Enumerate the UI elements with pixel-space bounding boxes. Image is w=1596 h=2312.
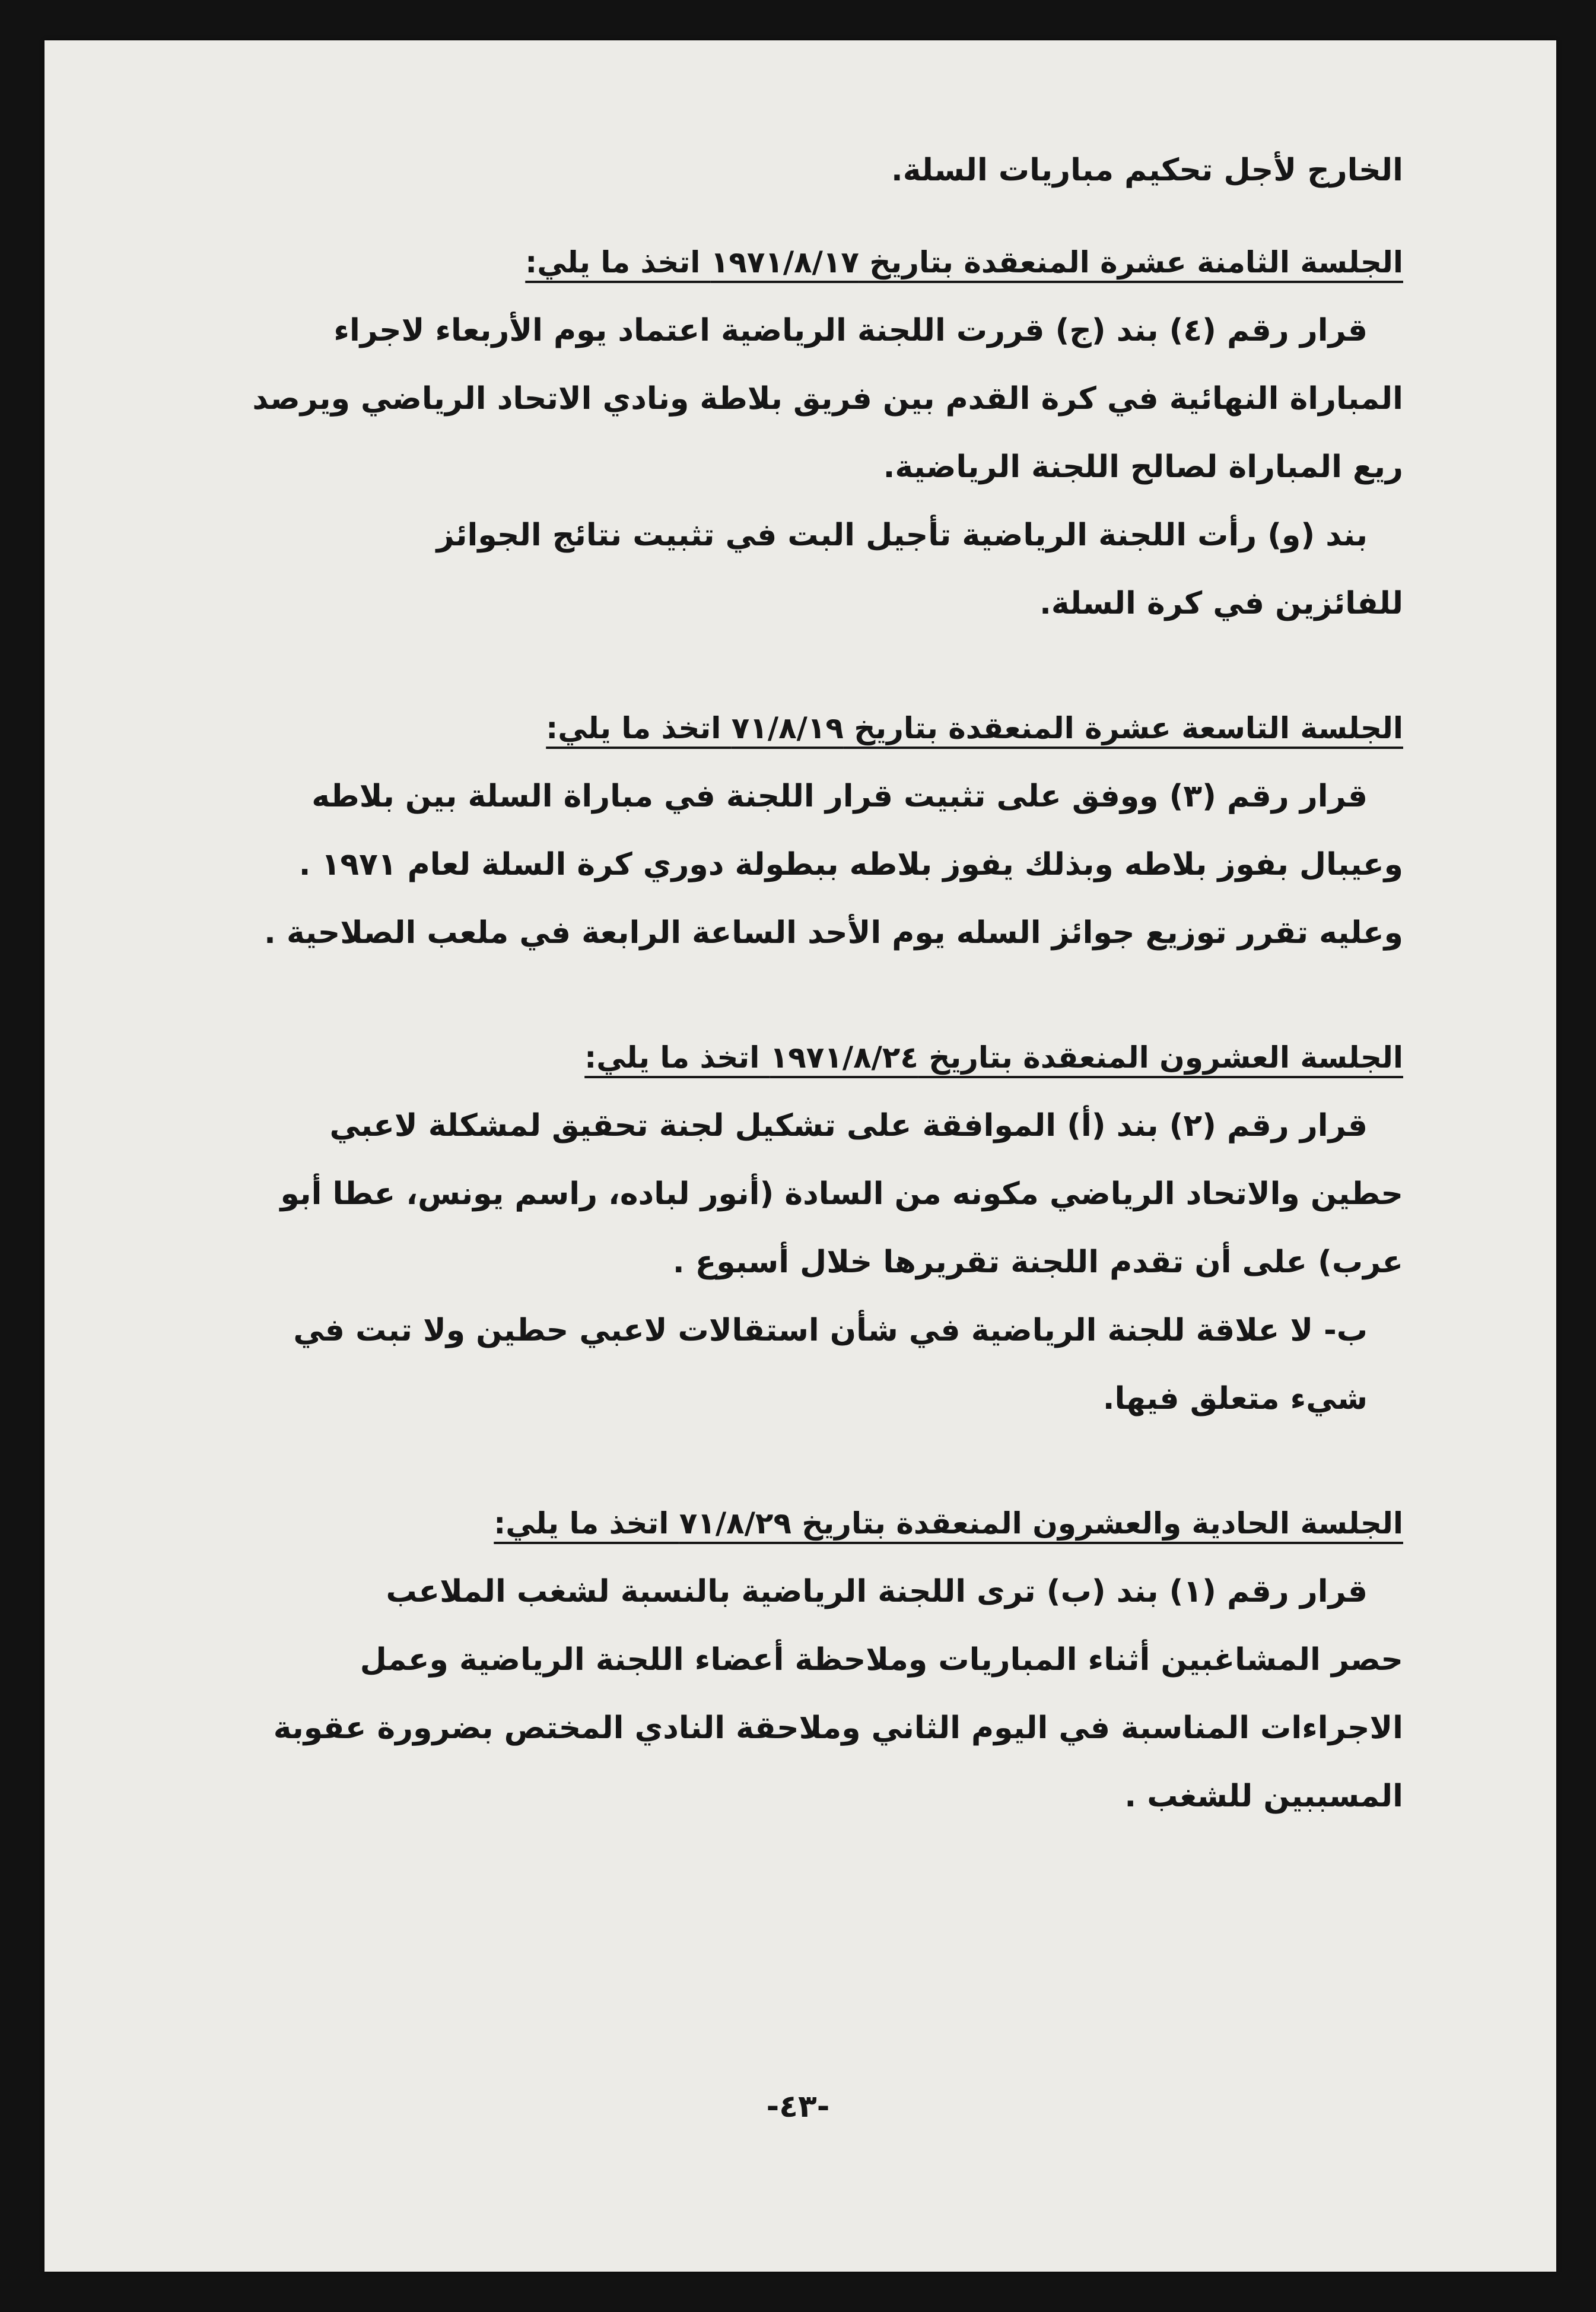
session-21-heading: الجلسة الحادية والعشرون المنعقدة بتاريخ ٧١/٨/٢٩ اتخذ ما يلي: (494, 1506, 1403, 1541)
spacer (199, 205, 1403, 228)
spacer (199, 638, 1403, 694)
page-number: -٤٣- (766, 2089, 830, 2124)
spacer (199, 967, 1403, 1024)
text-line: للفائزين في كرة السلة. (1039, 586, 1403, 621)
text-line: شيء متعلق فيها. (1102, 1381, 1368, 1417)
session-18-heading: الجلسة الثامنة عشرة المنعقدة بتاريخ ١٩٧١/٨/١٧ اتخذ ما يلي: (525, 245, 1403, 280)
text-line: المباراة النهائية في كرة القدم بين فريق بلاطة ونادي الاتحاد الرياضي ويرصد (252, 381, 1403, 417)
text-line: الاجراءات المناسبة في اليوم الثاني وملاحقة النادي المختص بضرورة عقوبة (273, 1710, 1403, 1746)
session-19-section (199, 694, 1403, 967)
text-line: وعليه تقرر توزيع جوائز السله يوم الأحد الساعة الرابعة في ملعب الصلاحية . (264, 915, 1403, 951)
text-line: حصر المشاغبين أثناء المباريات وملاحظة أعضاء اللجنة الرياضية وعمل (360, 1642, 1403, 1678)
session-18-section (199, 228, 1403, 638)
session-19-heading: الجلسة التاسعة عشرة المنعقدة بتاريخ ٧١/٨/١٩ اتخذ ما يلي: (546, 711, 1403, 745)
text-line: ب- لا علاقة للجنة الرياضية في شأن استقالات لاعبي حطين ولا تبت في (293, 1313, 1368, 1348)
session-20-heading: الجلسة العشرون المنعقدة بتاريخ ١٩٧١/٨/٢٤ اتخذ ما يلي: (584, 1040, 1403, 1075)
session-20-section (199, 1024, 1403, 1433)
text-line: ريع المباراة لصالح اللجنة الرياضية. (883, 449, 1403, 485)
text-line: قرار رقم (٤) بند (ج) قررت اللجنة الرياضية اعتماد يوم الأربعاء لاجراء (333, 313, 1368, 348)
text-line: بند (و) رأت اللجنة الرياضية تأجيل البت في تثبيت نتائج الجوائز (436, 517, 1368, 553)
intro-paragraph (199, 136, 1403, 205)
text-line: المسببين للشغب . (1124, 1779, 1403, 1814)
text-line: الخارج لأجل تحكيم مباريات السلة. (891, 153, 1403, 188)
text-line: وعيبال بفوز بلاطه وبذلك يفوز بلاطه ببطولة دوري كرة السلة لعام ١٩٧١ . (298, 847, 1403, 882)
text-line: عرب) على أن تقدم اللجنة تقريرها خلال أسبوع . (672, 1244, 1403, 1280)
text-line: حطين والاتحاد الرياضي مكونه من السادة (أنور لباده، راسم يونس، عطا أبو (280, 1176, 1403, 1212)
text-line: قرار رقم (١) بند (ب) ترى اللجنة الرياضية بالنسبة لشغب الملاعب (386, 1574, 1368, 1609)
text-line: قرار رقم (٣) ووفق على تثبيت قرار اللجنة في مباراة السلة بين بلاطه (311, 779, 1368, 814)
spacer (199, 1433, 1403, 1490)
document-body (199, 136, 1403, 1831)
session-21-section (199, 1490, 1403, 1831)
text-line: قرار رقم (٢) بند (أ) الموافقة على تشكيل لجنة تحقيق لمشكلة لاعبي (329, 1108, 1368, 1144)
